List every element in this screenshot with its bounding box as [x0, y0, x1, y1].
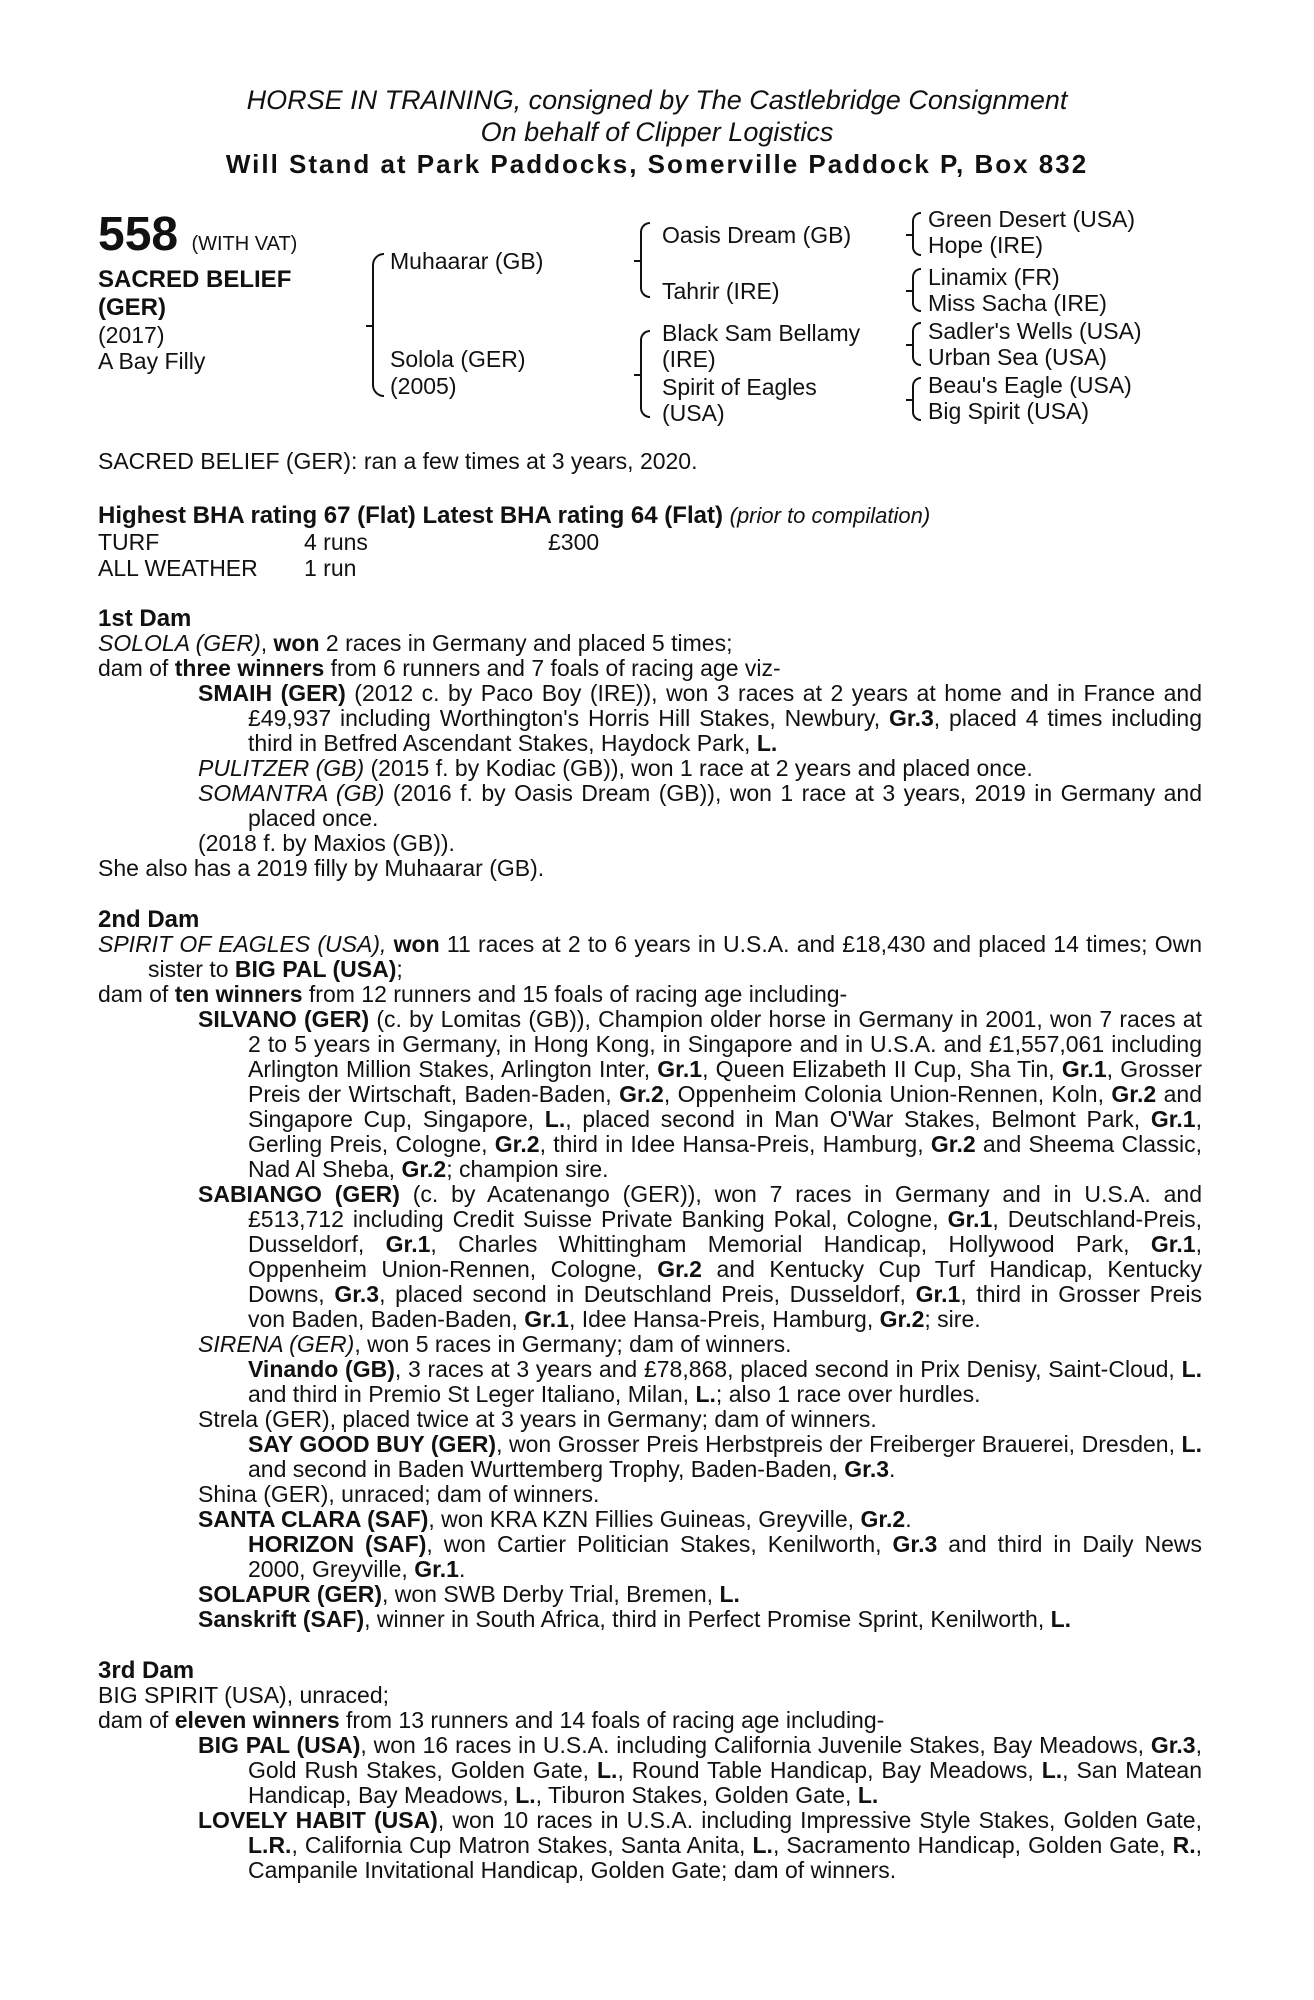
turf-prize: £300	[548, 529, 600, 555]
produce-record	[98, 606, 1202, 1883]
pedigree-bracket-parents	[372, 253, 384, 397]
produce-entry-sirena: SIRENA (GER), won 5 races in Germany; dam of winners.	[198, 1331, 792, 1357]
race-summary: SACRED BELIEF (GER): ran a few times at 3 years, 2020.	[98, 448, 698, 474]
aw-label: ALL WEATHER	[98, 555, 258, 581]
bha-ratings: Highest BHA rating 67 (Flat) Latest BHA rating 64 (Flat) (prior to compilation)	[98, 502, 931, 529]
horse-name: SACRED BELIEF	[98, 266, 292, 293]
produce-entry-vinando: Vinando (GB), 3 races at 3 years and £78,868, placed second in Prix Denisy, Saint-Cloud, L. and third in Premio St Leger Italiano, Milan, L.; also 1 race over hurdles.	[248, 1356, 1203, 1407]
produce-entry-lovely-habit: LOVELY HABIT (USA), won 10 races in U.S.A. including Impressive Style Stakes, Golden Gate, L.R., California Cup Matron Stakes, Santa Anita, L., Sacramento Handicap, Golden Gate, R., Campanile Invitational Handicap, Golden Gate; dam of winners.	[198, 1807, 1202, 1883]
produce-entry-pulitzer: PULITZER (GB) (2015 f. by Kodiac (GB)), won 1 race at 2 years and placed once.	[198, 755, 1033, 781]
produce-entry-sanskrift: Sanskrift (SAF), winner in South Africa, third in Perfect Promise Sprint, Kenilworth, L.	[198, 1606, 1072, 1632]
pedigree-bracket-dam	[640, 330, 650, 418]
pedigree-ggp: Green Desert (USA)	[928, 206, 1136, 232]
aw-runs: 1 run	[304, 555, 357, 581]
pedigree-bracket-ggp-3	[912, 322, 921, 366]
third-dam-produce-line: dam of eleven winners from 13 runners and 14 foals of racing age including-	[98, 1707, 885, 1733]
third-dam-heading: 3rd Dam	[98, 1657, 195, 1684]
horse-country: (GER)	[98, 294, 166, 321]
produce-entry-big-pal: BIG PAL (USA), won 16 races in U.S.A. including California Juvenile Stakes, Bay Meadows, Gr.3, Gold Rush Stakes, Golden Gate, L., Round Table Handicap, Bay Meadows, L., San Matean Handicap, Bay Meadows, L., Tiburon Stakes, Golden Gate, L.	[198, 1732, 1202, 1808]
produce-entry-horizon: HORIZON (SAF), won Cartier Politician Stakes, Kenilworth, Gr.3 and third in Daily News 2000, Greyville, Gr.1.	[248, 1531, 1202, 1582]
produce-entry-somantra: SOMANTRA (GB) (2016 f. by Oasis Dream (GB)), won 1 race at 3 years, 2019 in Germany and placed once.	[198, 780, 1202, 831]
produce-entry-say-good-buy: SAY GOOD BUY (GER), won Grosser Preis Herbstpreis der Freiberger Brauerei, Dresden, L. and second in Baden Wurttemberg Trophy, Baden-Baden, Gr.3.	[248, 1431, 1202, 1482]
horse-description: A Bay Filly	[98, 348, 206, 374]
produce-entry-silvano: SILVANO (GER) (c. by Lomitas (GB)), Champion older horse in Germany in 2001, won 7 races at 2 to 5 years in Germany, in Hong Kong, in Singapore and in U.S.A. and £1,557,061 including Arlington Million Stakes, Arlington Inter, Gr.1, Queen Elizabeth II Cup, Sha Tin, Gr.1, Grosser Preis der Wirtschaft, Baden-Baden, Gr.2, Oppenheim Colonia Union-Rennen, Koln, Gr.2 and Singapore Cup, Singapore, L., placed second in Man O'War Stakes, Belmont Park, Gr.1, Gerling Preis, Cologne, Gr.2, third in Idee Hansa-Preis, Hamburg, Gr.2 and Sheema Classic, Nad Al Sheba, Gr.2; champion sire.	[198, 1006, 1203, 1182]
pedigree-dam-dam: Spirit of Eagles	[662, 374, 817, 400]
third-dam-line: BIG SPIRIT (USA), unraced;	[98, 1682, 390, 1708]
stabling-line: Will Stand at Park Paddocks, Somerville Paddock P, Box 832	[225, 149, 1089, 179]
produce-entry-2019: She also has a 2019 filly by Muhaarar (GB).	[98, 855, 545, 881]
first-dam-heading: 1st Dam	[98, 605, 192, 632]
pedigree-ggp: Miss Sacha (IRE)	[928, 290, 1107, 316]
produce-entry-santa-clara: SANTA CLARA (SAF), won KRA KZN Fillies Guineas, Greyville, Gr.2.	[198, 1506, 912, 1532]
pedigree-ggp: Hope (IRE)	[928, 232, 1044, 258]
pedigree-bracket-ggp-4	[912, 377, 921, 421]
second-dam-line: SPIRIT OF EAGLES (USA), won 11 races at 2 to 6 years in U.S.A. and £18,430 and placed 14 times; Own sister to BIG PAL (USA);	[98, 931, 1202, 982]
pedigree-sire-sire: Oasis Dream (GB)	[662, 222, 852, 248]
pedigree-ggp: Urban Sea (USA)	[928, 344, 1107, 370]
lot-number: 558 (WITH VAT)	[98, 208, 298, 261]
pedigree-dam-sire: Black Sam Bellamy	[662, 320, 861, 346]
turf-runs: 4 runs	[304, 529, 368, 555]
foaling-year: (2017)	[98, 322, 165, 348]
pedigree-sire: Muhaarar (GB)	[390, 248, 544, 274]
pedigree-ggp: Sadler's Wells (USA)	[928, 318, 1142, 344]
pedigree-bracket-ggp-2	[912, 268, 921, 312]
consignor-line: HORSE IN TRAINING, consigned by The Castlebridge Consignment	[246, 85, 1068, 115]
pedigree-bracket-sire	[640, 222, 650, 298]
pedigree-dam-year: (2005)	[390, 373, 457, 399]
behalf-line: On behalf of Clipper Logistics	[480, 117, 834, 147]
produce-entry-smaih: SMAIH (GER) (2012 c. by Paco Boy (IRE)), won 3 races at 2 years at home and in France and £49,937 including Worthington's Horris Hill Stakes, Newbury, Gr.3, placed 4 times including third in Betfred Ascendant Stakes, Haydock Park, L.	[198, 680, 1202, 756]
second-dam-heading: 2nd Dam	[98, 906, 200, 933]
vat-label: (WITH VAT)	[191, 233, 298, 255]
first-dam-produce-line: dam of three winners from 6 runners and 7 foals of racing age viz-	[98, 655, 781, 681]
pedigree-ggp: Linamix (FR)	[928, 264, 1060, 290]
first-dam-line: SOLOLA (GER), won 2 races in Germany and placed 5 times;	[98, 630, 733, 656]
produce-entry-2018: (2018 f. by Maxios (GB)).	[198, 830, 455, 856]
pedigree-sire-dam: Tahrir (IRE)	[662, 278, 780, 304]
turf-label: TURF	[98, 529, 160, 555]
pedigree-dam-sire-country: (IRE)	[662, 346, 716, 372]
produce-entry-strela: Strela (GER), placed twice at 3 years in Germany; dam of winners.	[198, 1406, 877, 1432]
pedigree-bracket-ggp-1	[912, 212, 921, 256]
pedigree-dam: Solola (GER)	[390, 346, 526, 372]
produce-entry-solapur: SOLAPUR (GER), won SWB Derby Trial, Bremen, L.	[198, 1581, 740, 1607]
second-dam-produce-line: dam of ten winners from 12 runners and 15 foals of racing age including-	[98, 981, 848, 1007]
pedigree-ggp: Beau's Eagle (USA)	[928, 372, 1132, 398]
produce-entry-sabiango: SABIANGO (GER) (c. by Acatenango (GER)), won 7 races in Germany and in U.S.A. and £513,712 including Credit Suisse Private Banking Pokal, Cologne, Gr.1, Deutschland-Preis, Dusseldorf, Gr.1, Charles Whittingham Memorial Handicap, Hollywood Park, Gr.1, Oppenheim Union-Rennen, Cologne, Gr.2 and Kentucky Cup Turf Handicap, Kentucky Downs, Gr.3, placed second in Deutschland Preis, Dusseldorf, Gr.1, third in Grosser Preis von Baden, Baden-Baden, Gr.1, Idee Hansa-Preis, Hamburg, Gr.2; sire.	[198, 1181, 1203, 1332]
produce-entry-shina: Shina (GER), unraced; dam of winners.	[198, 1481, 600, 1507]
pedigree-ggp: Big Spirit (USA)	[928, 398, 1090, 424]
pedigree-dam-dam-country: (USA)	[662, 400, 725, 426]
